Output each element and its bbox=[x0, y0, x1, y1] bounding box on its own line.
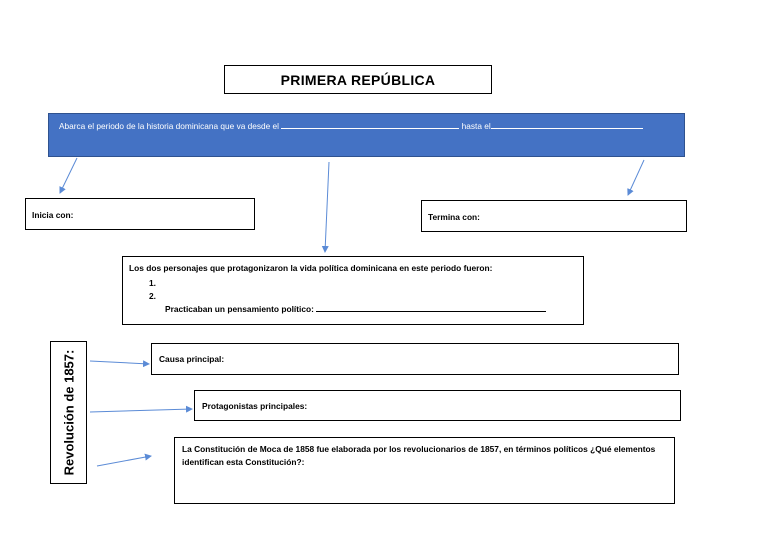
personaje-item-1: 1. bbox=[149, 278, 156, 288]
personaje-item-2: 2. bbox=[149, 291, 156, 301]
protagonistas-label: Protagonistas principales: bbox=[202, 401, 308, 411]
arrow-to-personajes bbox=[325, 162, 329, 252]
banner-text-middle: hasta el bbox=[461, 121, 491, 131]
arrow-to-termina bbox=[628, 160, 644, 195]
arrow-to-constitucion bbox=[97, 456, 151, 466]
constitucion-question: La Constitución de Moca de 1858 fue elaborada por los revolucionarios de 1857, en términos políticos ¿Qué elementos identifican esta Constitución?: bbox=[182, 444, 656, 467]
causa-label: Causa principal: bbox=[159, 354, 225, 364]
personajes-question: Los dos personajes que protagonizaron la vida política dominicana en este periodo fueron: bbox=[129, 263, 493, 273]
pensamiento-label: Practicaban un pensamiento político: bbox=[165, 304, 314, 314]
arrow-to-inicia bbox=[60, 158, 77, 193]
termina-label: Termina con: bbox=[428, 212, 480, 222]
revolucion-label: Revolución de 1857: bbox=[61, 349, 76, 476]
arrow-to-causa bbox=[90, 361, 149, 364]
inicia-label: Inicia con: bbox=[32, 210, 74, 220]
page-title-text: PRIMERA REPÚBLICA bbox=[280, 71, 436, 88]
arrow-to-protagonistas bbox=[90, 409, 192, 412]
banner-text-start: Abarca el periodo de la historia dominicana que va desde el bbox=[59, 121, 280, 131]
